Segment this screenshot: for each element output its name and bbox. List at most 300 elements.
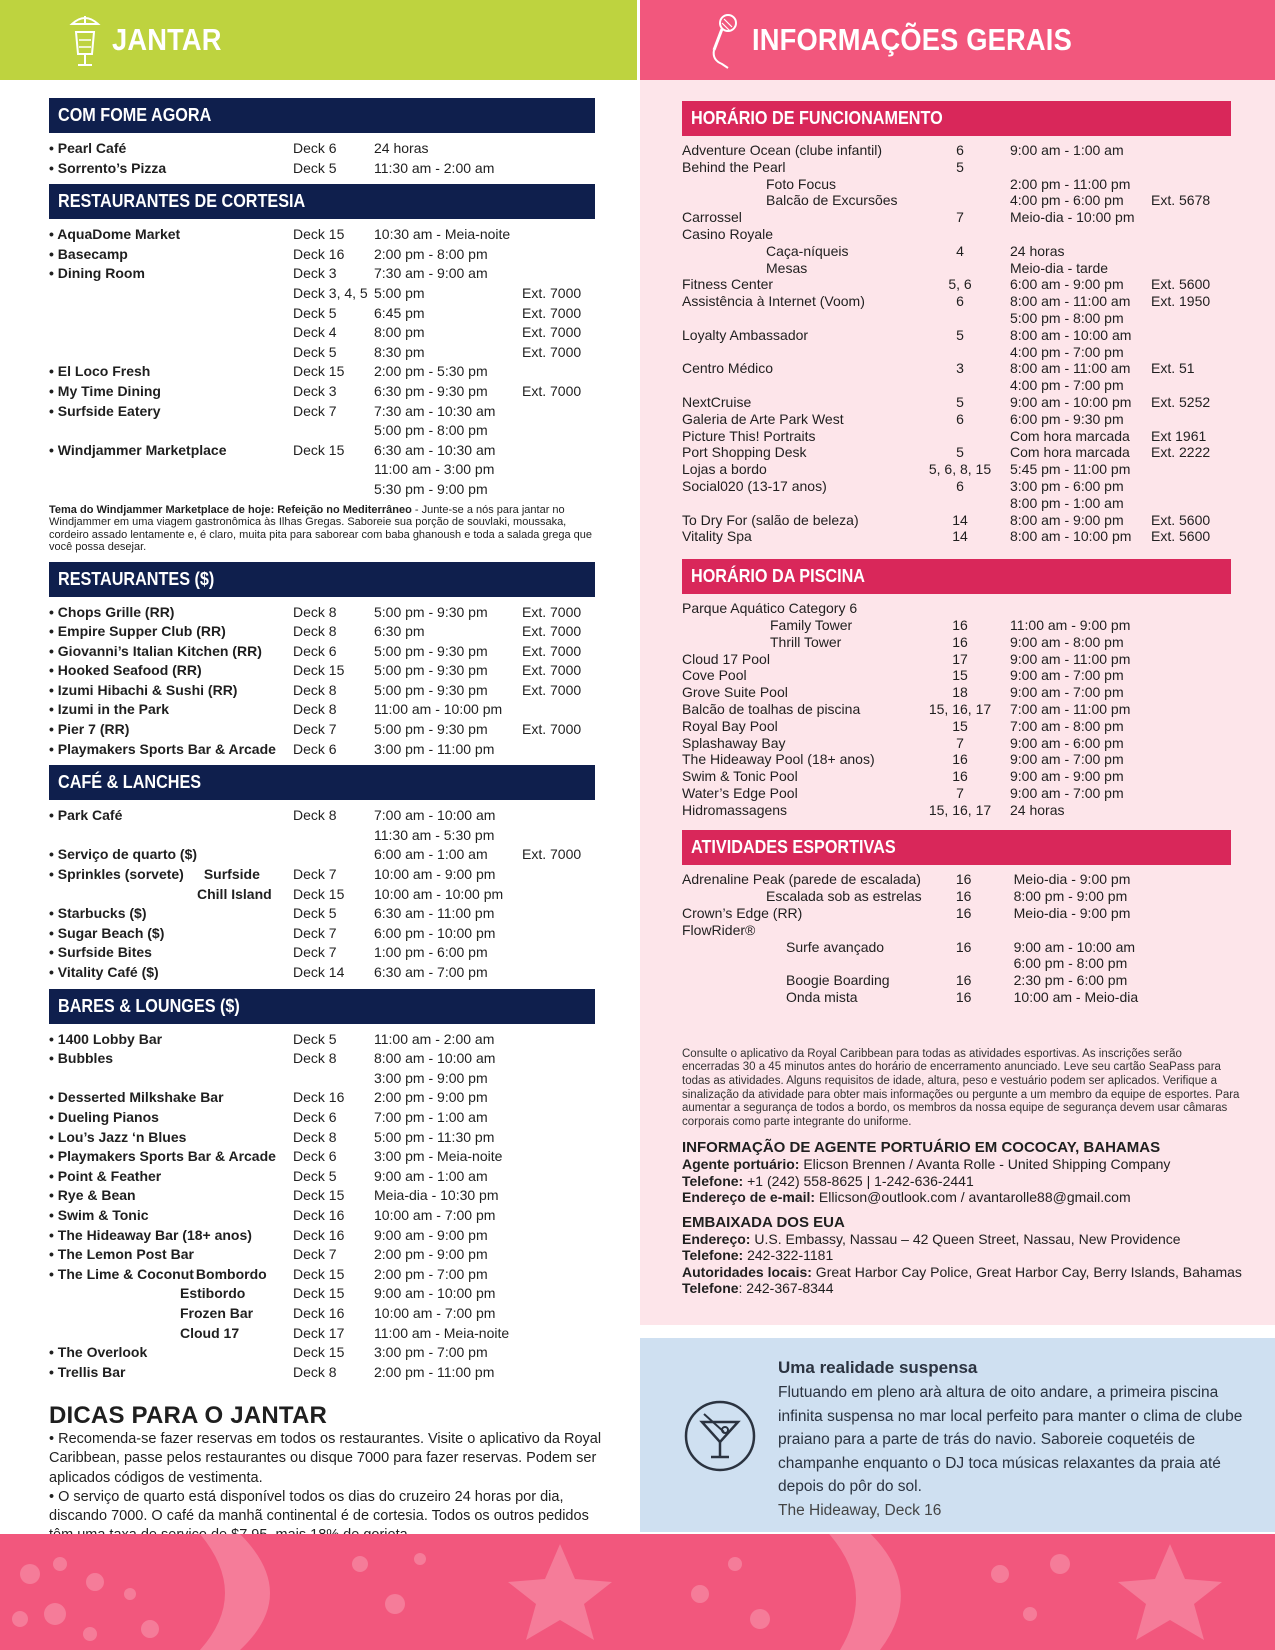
facility-hours: 3:00 pm - 6:00 pm — [1010, 477, 1124, 494]
venue-name: • Windjammer Marketplace — [49, 441, 227, 458]
dining-row — [49, 382, 592, 402]
venue-deck: Deck 5 — [293, 1167, 337, 1184]
info-section-header — [682, 559, 1231, 594]
info-row — [682, 888, 1225, 905]
venue-extension — [522, 1088, 592, 1108]
facility-hours: 11:00 am - 9:00 pm — [1010, 616, 1131, 633]
venue-extension — [522, 1069, 592, 1089]
venue-hours: 3:00 pm - 11:00 pm — [374, 740, 495, 757]
venue-deck: Deck 3, 4, 5 — [293, 284, 368, 301]
venue-extension — [522, 441, 592, 461]
facility-name: Loyalty Ambassador — [682, 326, 809, 343]
venue-name: • My Time Dining — [49, 382, 161, 399]
facility-deck: 16 — [952, 751, 968, 768]
dining-row — [49, 1147, 592, 1167]
venue-extension: Ext. 7000 — [522, 603, 582, 620]
facility-extension: Ext 1961 — [1151, 427, 1207, 444]
info-row — [682, 871, 1225, 888]
callout-body: Flutuando em pleno arà altura de oito andare, a primeira piscina infinita suspensa no mar local perfeito para manter o clima de clube praiano para a parte de trás do navio. Saboreie coquetéis de champanhe enquanto o DJ toca músicas relaxantes da praia até depois do pôr do sol. — [778, 1384, 1243, 1495]
facility-extension: Ext. 1950 — [1151, 293, 1211, 310]
venue-extension: Ext. 7000 — [522, 681, 582, 698]
dining-row — [49, 304, 592, 324]
venue-extension — [522, 963, 592, 983]
venue-name — [49, 284, 293, 304]
facility-hours: 7:00 am - 11:00 pm — [1010, 700, 1131, 717]
facility-name: Fitness Center — [682, 276, 774, 293]
venue-extension — [522, 1304, 592, 1324]
facility-hours: 9:00 am - 9:00 pm — [1010, 768, 1124, 785]
sports-note: Consulte o aplicativo da Royal Caribbean para todas as atividades esportivas. As inscrições serão encerradas 30 a 45 minutos antes do horário de encerramento anunciado. Leve seu cartão SeaPass para todas as atividades. Alguns requisitos de idade, altura, peso e vestuário podem ser aplicados. Verifique a sinalização da atividade para obter mais informações ou pergunte a um membro da equipe de esportes. Para aumentar a segurança de todos a bordo, os membros da nossa equipe de segurança devem usar câmaras corporais como parte integrante do uniforme. — [682, 1047, 1240, 1128]
dining-banner — [0, 0, 637, 80]
dining-row — [49, 1186, 592, 1206]
facility-name: Splashaway Bay — [682, 734, 786, 751]
facility-hours: 8:00 pm - 1:00 am — [1010, 494, 1124, 511]
facility-extension: Ext. 2222 — [1151, 444, 1211, 461]
facility-deck: 15 — [952, 717, 968, 734]
venue-extension — [522, 1226, 592, 1246]
embassy-address: Endereço: U.S. Embassy, Nassau – 42 Queen Street, Nassau, New Providence — [682, 1230, 1181, 1247]
dining-row — [49, 245, 592, 265]
info-row — [682, 495, 1221, 512]
facility-hours: 9:00 am - 7:00 pm — [1010, 751, 1124, 768]
facility-extension — [1151, 377, 1221, 394]
venue-name: • Bubbles — [49, 1050, 114, 1067]
facility-extension — [1155, 939, 1225, 956]
coral-pattern — [0, 1534, 1275, 1650]
spacer — [49, 1382, 609, 1388]
facility-extension — [1151, 176, 1221, 193]
venue-name: • Desserted Milkshake Bar — [49, 1089, 224, 1106]
dining-section-header — [49, 184, 595, 219]
venue-hours: 8:00 am - 10:00 am — [374, 1050, 496, 1067]
venue-name — [49, 460, 293, 480]
dining-row — [49, 963, 592, 983]
info-row — [682, 922, 1225, 939]
venue-deck: Deck 15 — [293, 1285, 345, 1302]
venue-deck: Deck 16 — [293, 1089, 345, 1106]
facility-extension — [1151, 478, 1221, 495]
venue-deck: Deck 8 — [293, 603, 337, 620]
facility-extension — [1151, 768, 1221, 785]
venue-name: • Surfside Eatery — [49, 402, 161, 419]
facility-name: Adventure Ocean (clube infantil) — [682, 142, 882, 158]
facility-name: Royal Bay Pool — [682, 717, 778, 734]
facility-name — [682, 377, 918, 394]
dining-tips-title: DICAS PARA O JANTAR — [49, 1402, 328, 1430]
venue-name: • Giovanni’s Italian Kitchen (RR) — [49, 642, 262, 659]
facility-deck: 5, 6, 8, 15 — [928, 461, 992, 478]
facility-name: FlowRider® — [682, 921, 756, 938]
venue-extension: Ext. 7000 — [522, 623, 582, 640]
venue-name: • Serviço de quarto ($) — [49, 846, 198, 863]
venue-hours: 3:00 pm - 9:00 pm — [374, 1069, 488, 1086]
facility-hours: 4:00 pm - 6:00 pm — [1010, 192, 1124, 209]
venue-extension — [522, 943, 592, 963]
dining-row — [49, 904, 592, 924]
info-row — [682, 293, 1221, 310]
info-row — [682, 310, 1221, 327]
venue-extension — [522, 421, 592, 441]
facility-extension: Ext. 5600 — [1151, 528, 1211, 545]
venue-deck: Deck 16 — [293, 1226, 345, 1243]
facility-deck — [918, 192, 1002, 209]
dining-row — [49, 1049, 592, 1069]
facility-hours: 8:00 am - 10:00 pm — [1010, 528, 1132, 545]
facility-extension — [1151, 461, 1221, 478]
venue-hours: 7:00 pm - 1:00 am — [374, 1108, 488, 1125]
venue-hours: 5:00 pm - 9:30 pm — [374, 603, 488, 620]
venue-name: • The Hideaway Bar (18+ anos) — [49, 1226, 252, 1243]
facility-hours: 10:00 am - Meio-dia — [1013, 989, 1139, 1006]
venue-name — [49, 1324, 293, 1344]
dining-row — [49, 826, 592, 846]
facility-deck: 17 — [952, 650, 968, 667]
port-agent-phone: Telefone: +1 (242) 558-8625 | 1-242-636-2441 — [682, 1172, 974, 1189]
venue-name: • Trellis Bar — [49, 1363, 126, 1380]
facility-deck: 14 — [952, 511, 968, 528]
dining-row — [49, 943, 592, 963]
venue-deck — [293, 826, 374, 846]
facility-name: Galeria de Arte Park West — [682, 410, 844, 427]
facility-extension — [1151, 651, 1221, 668]
facility-hours: 6:00 pm - 8:00 pm — [1013, 955, 1128, 972]
venue-name: • Hooked Seafood (RR) — [49, 662, 202, 679]
facility-extension — [1151, 495, 1221, 512]
venue-hours: Meia-dia - 10:30 pm — [374, 1187, 499, 1204]
info-table — [682, 600, 1221, 818]
venue-hours: 11:30 am - 5:30 pm — [374, 826, 495, 843]
facility-extension — [1151, 785, 1221, 802]
venue-sublocation: Surfside — [203, 866, 260, 883]
info-row — [682, 478, 1221, 495]
facility-hours: 8:00 am - 10:00 am — [1010, 326, 1132, 343]
info-row — [682, 411, 1221, 428]
facility-name: Mesas — [766, 259, 808, 276]
venue-name: • Sorrento’s Pizza — [49, 159, 167, 176]
theme-note-heading: Tema do Windjammer Marketplace de hoje: Refeição no Mediterrâneo — [49, 503, 412, 516]
facility-extension — [1151, 684, 1221, 701]
venue-extension — [522, 1128, 592, 1148]
venue-extension — [522, 1324, 592, 1344]
info-row — [682, 176, 1221, 193]
facility-deck — [918, 344, 1002, 361]
venue-extension — [522, 1167, 592, 1187]
callout-location: The Hideaway, Deck 16 — [778, 1501, 942, 1519]
venue-deck: Deck 15 — [293, 1265, 345, 1282]
venue-deck: Deck 15 — [293, 226, 345, 243]
venue-hours: 5:00 pm - 9:30 pm — [374, 681, 488, 698]
venue-deck: Deck 15 — [293, 441, 345, 458]
facility-name: Assistência à Internet (Voom) — [682, 293, 865, 310]
info-row — [682, 785, 1221, 802]
info-row — [682, 972, 1225, 989]
venue-name: • The Overlook — [49, 1344, 148, 1361]
dining-section-header — [49, 989, 595, 1024]
dining-table — [49, 225, 592, 499]
venue-name — [49, 421, 293, 441]
venue-deck: Deck 8 — [293, 1128, 337, 1145]
venue-deck: Deck 5 — [293, 905, 337, 922]
venue-hours: 3:00 pm - Meia-noite — [374, 1148, 503, 1165]
venue-deck: Deck 8 — [293, 701, 337, 718]
spacer — [682, 1006, 1242, 1018]
dining-row — [49, 139, 592, 159]
facility-name: Caça-níqueis — [766, 242, 849, 259]
venue-name: • Chops Grille (RR) — [49, 603, 175, 620]
facility-deck: 16 — [955, 989, 972, 1006]
dining-section-title: RESTAURANTES ($) — [58, 568, 215, 589]
dining-row — [49, 1265, 592, 1285]
facility-name: Foto Focus — [766, 175, 837, 192]
venue-hours: 9:00 am - 1:00 am — [374, 1167, 488, 1184]
facility-hours: 6:00 am - 9:00 pm — [1010, 276, 1124, 293]
venue-extension — [522, 740, 592, 760]
venue-deck: Deck 8 — [293, 1363, 337, 1380]
venue-hours: 1:00 pm - 6:00 pm — [374, 944, 488, 961]
info-column — [682, 101, 1242, 1297]
venue-extension — [522, 1186, 592, 1206]
venue-deck: Deck 8 — [293, 681, 337, 698]
facility-name: Adrenaline Peak (parede de escalada) — [682, 871, 921, 888]
windjammer-theme-note — [49, 504, 597, 554]
venue-extension: Ext. 7000 — [522, 846, 582, 863]
facility-deck: 18 — [952, 684, 968, 701]
facility-hours: 9:00 am - 6:00 pm — [1010, 734, 1124, 751]
facility-hours: 8:00 pm - 9:00 pm — [1013, 888, 1128, 905]
venue-extension — [522, 885, 592, 905]
facility-extension — [1151, 802, 1221, 819]
facility-name: Lojas a bordo — [682, 461, 767, 478]
info-banner — [640, 0, 1275, 80]
facility-hours: Com hora marcada — [1010, 427, 1130, 444]
venue-hours: 2:00 pm - 11:00 pm — [374, 1363, 495, 1380]
dining-table — [49, 806, 592, 982]
info-row — [682, 802, 1221, 819]
facility-deck — [918, 310, 1002, 327]
facility-deck: 5 — [956, 326, 964, 343]
facility-hours: 8:00 am - 11:00 am — [1010, 360, 1131, 377]
dining-section-title: CAFÉ & LANCHES — [58, 772, 202, 793]
facility-hours: Meio-dia - 10:00 pm — [1010, 209, 1135, 226]
facility-name: Casino Royale — [682, 225, 774, 242]
info-row — [682, 718, 1221, 735]
venue-hours: 9:00 am - 9:00 pm — [374, 1226, 488, 1243]
info-row — [682, 394, 1221, 411]
info-row — [682, 600, 1221, 617]
dining-row — [49, 323, 592, 343]
facility-deck: 15, 16, 17 — [928, 700, 992, 717]
facility-name: Balcão de Excursões — [766, 192, 898, 209]
venue-extension — [522, 1030, 592, 1050]
dining-row — [49, 1284, 592, 1304]
dining-row — [49, 343, 592, 363]
venue-name: • Playmakers Sports Bar & Arcade — [49, 1148, 276, 1165]
facility-deck: 16 — [952, 768, 968, 785]
info-row — [682, 159, 1221, 176]
facility-extension — [1151, 751, 1221, 768]
facility-name: Centro Médico — [682, 360, 774, 377]
venue-extension — [522, 480, 592, 500]
venue-extension — [522, 139, 592, 159]
facility-deck — [918, 260, 1002, 277]
venue-deck: Deck 8 — [293, 807, 337, 824]
venue-extension: Ext. 7000 — [522, 642, 582, 659]
facility-name — [682, 310, 918, 327]
venue-deck: Deck 15 — [293, 1344, 345, 1361]
dining-tips — [49, 1430, 609, 1545]
venue-hours: 5:30 pm - 9:00 pm — [374, 480, 488, 497]
facility-hours: 9:00 am - 7:00 pm — [1010, 784, 1124, 801]
venue-deck: Deck 8 — [293, 1050, 337, 1067]
info-row — [682, 905, 1225, 922]
dining-row — [49, 661, 592, 681]
venue-extension — [522, 1147, 592, 1167]
facility-hours: 2:00 pm - 11:00 pm — [1010, 175, 1131, 192]
dining-row — [49, 1206, 592, 1226]
venue-hours: 2:00 pm - 7:00 pm — [374, 1265, 488, 1282]
facility-extension — [1151, 344, 1221, 361]
venue-name: • Surfside Bites — [49, 944, 152, 961]
venue-deck: Deck 14 — [293, 964, 345, 980]
venue-deck: Deck 17 — [293, 1324, 345, 1341]
venue-name: • Dueling Pianos — [49, 1108, 159, 1125]
facility-hours: 2:30 pm - 6:00 pm — [1013, 972, 1128, 989]
info-row — [682, 444, 1221, 461]
dining-row — [49, 1343, 592, 1363]
facility-name: Surfe avançado — [786, 938, 885, 955]
venue-extension — [522, 402, 592, 422]
venue-deck: Deck 15 — [293, 885, 345, 902]
facility-extension — [1151, 310, 1221, 327]
venue-deck: Deck 6 — [293, 740, 337, 757]
info-row — [682, 461, 1221, 478]
venue-extension — [522, 245, 592, 265]
venue-deck: Deck 3 — [293, 265, 337, 282]
info-row — [682, 701, 1221, 718]
facility-hours: 9:00 am - 11:00 pm — [1010, 650, 1131, 667]
venue-hours: 6:30 am - 7:00 pm — [374, 964, 488, 980]
facility-deck — [918, 226, 1002, 243]
facility-deck: 6 — [956, 293, 964, 310]
venue-deck: Deck 16 — [293, 1206, 345, 1223]
venue-extension: Ext. 7000 — [522, 662, 582, 679]
facility-hours: 9:00 am - 10:00 am — [1013, 938, 1136, 955]
dining-section-header — [49, 98, 595, 133]
venue-deck — [293, 421, 374, 441]
facility-name: The Hideaway Pool (18+ anos) — [682, 751, 875, 768]
facility-deck: 16 — [952, 616, 968, 633]
facility-extension — [1151, 142, 1221, 159]
cocktail-umbrella-icon — [68, 10, 102, 70]
info-row — [682, 768, 1221, 785]
venue-name: • Lou’s Jazz ‘n Blues — [49, 1128, 187, 1145]
info-table — [682, 871, 1225, 1005]
dining-row — [49, 1069, 592, 1089]
venue-name: • Point & Feather — [49, 1167, 162, 1184]
dining-table — [49, 139, 592, 178]
facility-hours — [1006, 922, 1155, 939]
venue-hours: 10:00 am - 7:00 pm — [374, 1206, 496, 1223]
dining-row — [49, 480, 592, 500]
info-row — [682, 667, 1221, 684]
venue-name: • El Loco Fresh — [49, 363, 151, 380]
venue-hours: 6:45 pm — [374, 304, 425, 321]
info-row — [682, 512, 1221, 529]
facility-deck: 16 — [955, 888, 972, 905]
venue-deck: Deck 6 — [293, 1108, 337, 1125]
facility-deck: 14 — [952, 528, 968, 545]
dining-row — [49, 159, 592, 179]
venue-name: • The Lemon Post Bar — [49, 1246, 194, 1263]
venue-hours: 6:30 pm - 9:30 pm — [374, 382, 488, 399]
venue-deck: Deck 5 — [293, 343, 337, 360]
venue-hours: 10:00 am - 9:00 pm — [374, 866, 496, 883]
facility-hours: 5:45 pm - 11:00 pm — [1010, 461, 1131, 478]
dining-row — [49, 806, 592, 826]
venue-name: • Empire Supper Club (RR) — [49, 623, 226, 640]
dining-row — [49, 865, 592, 885]
facility-extension — [1151, 600, 1221, 617]
info-row — [682, 989, 1225, 1006]
dining-row — [49, 740, 592, 760]
facility-name: Onda mista — [786, 989, 858, 1006]
facility-hours: 9:00 am - 7:00 pm — [1010, 667, 1124, 684]
facility-deck: 6 — [956, 410, 964, 427]
facility-name: Boogie Boarding — [786, 972, 890, 989]
venue-extension — [522, 460, 592, 480]
venue-sublocation: Cloud 17 — [180, 1324, 240, 1341]
venue-name — [49, 1069, 293, 1089]
facility-name: Swim & Tonic Pool — [682, 768, 798, 785]
venue-extension — [522, 1206, 592, 1226]
venue-deck: Deck 7 — [293, 944, 337, 961]
venue-sublocation: Bombordo — [195, 1265, 267, 1282]
facility-deck: 7 — [956, 734, 964, 751]
venue-name — [49, 826, 293, 846]
dining-row — [49, 1030, 592, 1050]
venue-name — [49, 885, 293, 905]
facility-name: Port Shopping Desk — [682, 444, 807, 461]
facility-hours: 4:00 pm - 7:00 pm — [1010, 377, 1124, 394]
dining-row — [49, 885, 592, 905]
info-row — [682, 634, 1221, 651]
venue-hours: 6:30 am - 10:30 am — [374, 441, 496, 458]
venue-extension — [522, 1265, 592, 1285]
venue-name: • Vitality Café ($) — [49, 964, 159, 980]
venue-deck: Deck 7 — [293, 866, 337, 883]
facility-extension — [1155, 905, 1225, 922]
dining-row — [49, 700, 592, 720]
dining-title: JANTAR — [112, 22, 222, 57]
venue-name: • Sugar Beach ($) — [49, 924, 165, 941]
info-row — [682, 617, 1221, 634]
venue-hours: 6:00 pm - 10:00 pm — [374, 924, 496, 941]
facility-hours: 9:00 am - 8:00 pm — [1010, 633, 1124, 650]
venue-deck: Deck 7 — [293, 721, 337, 738]
dining-row — [49, 1324, 592, 1344]
info-section-title: HORÁRIO DE FUNCIONAMENTO — [691, 108, 943, 128]
venue-extension — [522, 806, 592, 826]
dining-row — [49, 1167, 592, 1187]
venue-hours: 7:00 am - 10:00 am — [374, 807, 496, 824]
facility-extension — [1155, 888, 1225, 905]
venue-extension — [522, 1343, 592, 1363]
info-row — [682, 344, 1221, 361]
dining-row — [49, 362, 592, 382]
venue-hours: 5:00 pm - 9:30 pm — [374, 662, 488, 679]
dining-section-header — [49, 562, 595, 597]
venue-hours: 2:00 pm - 9:00 pm — [374, 1089, 488, 1106]
